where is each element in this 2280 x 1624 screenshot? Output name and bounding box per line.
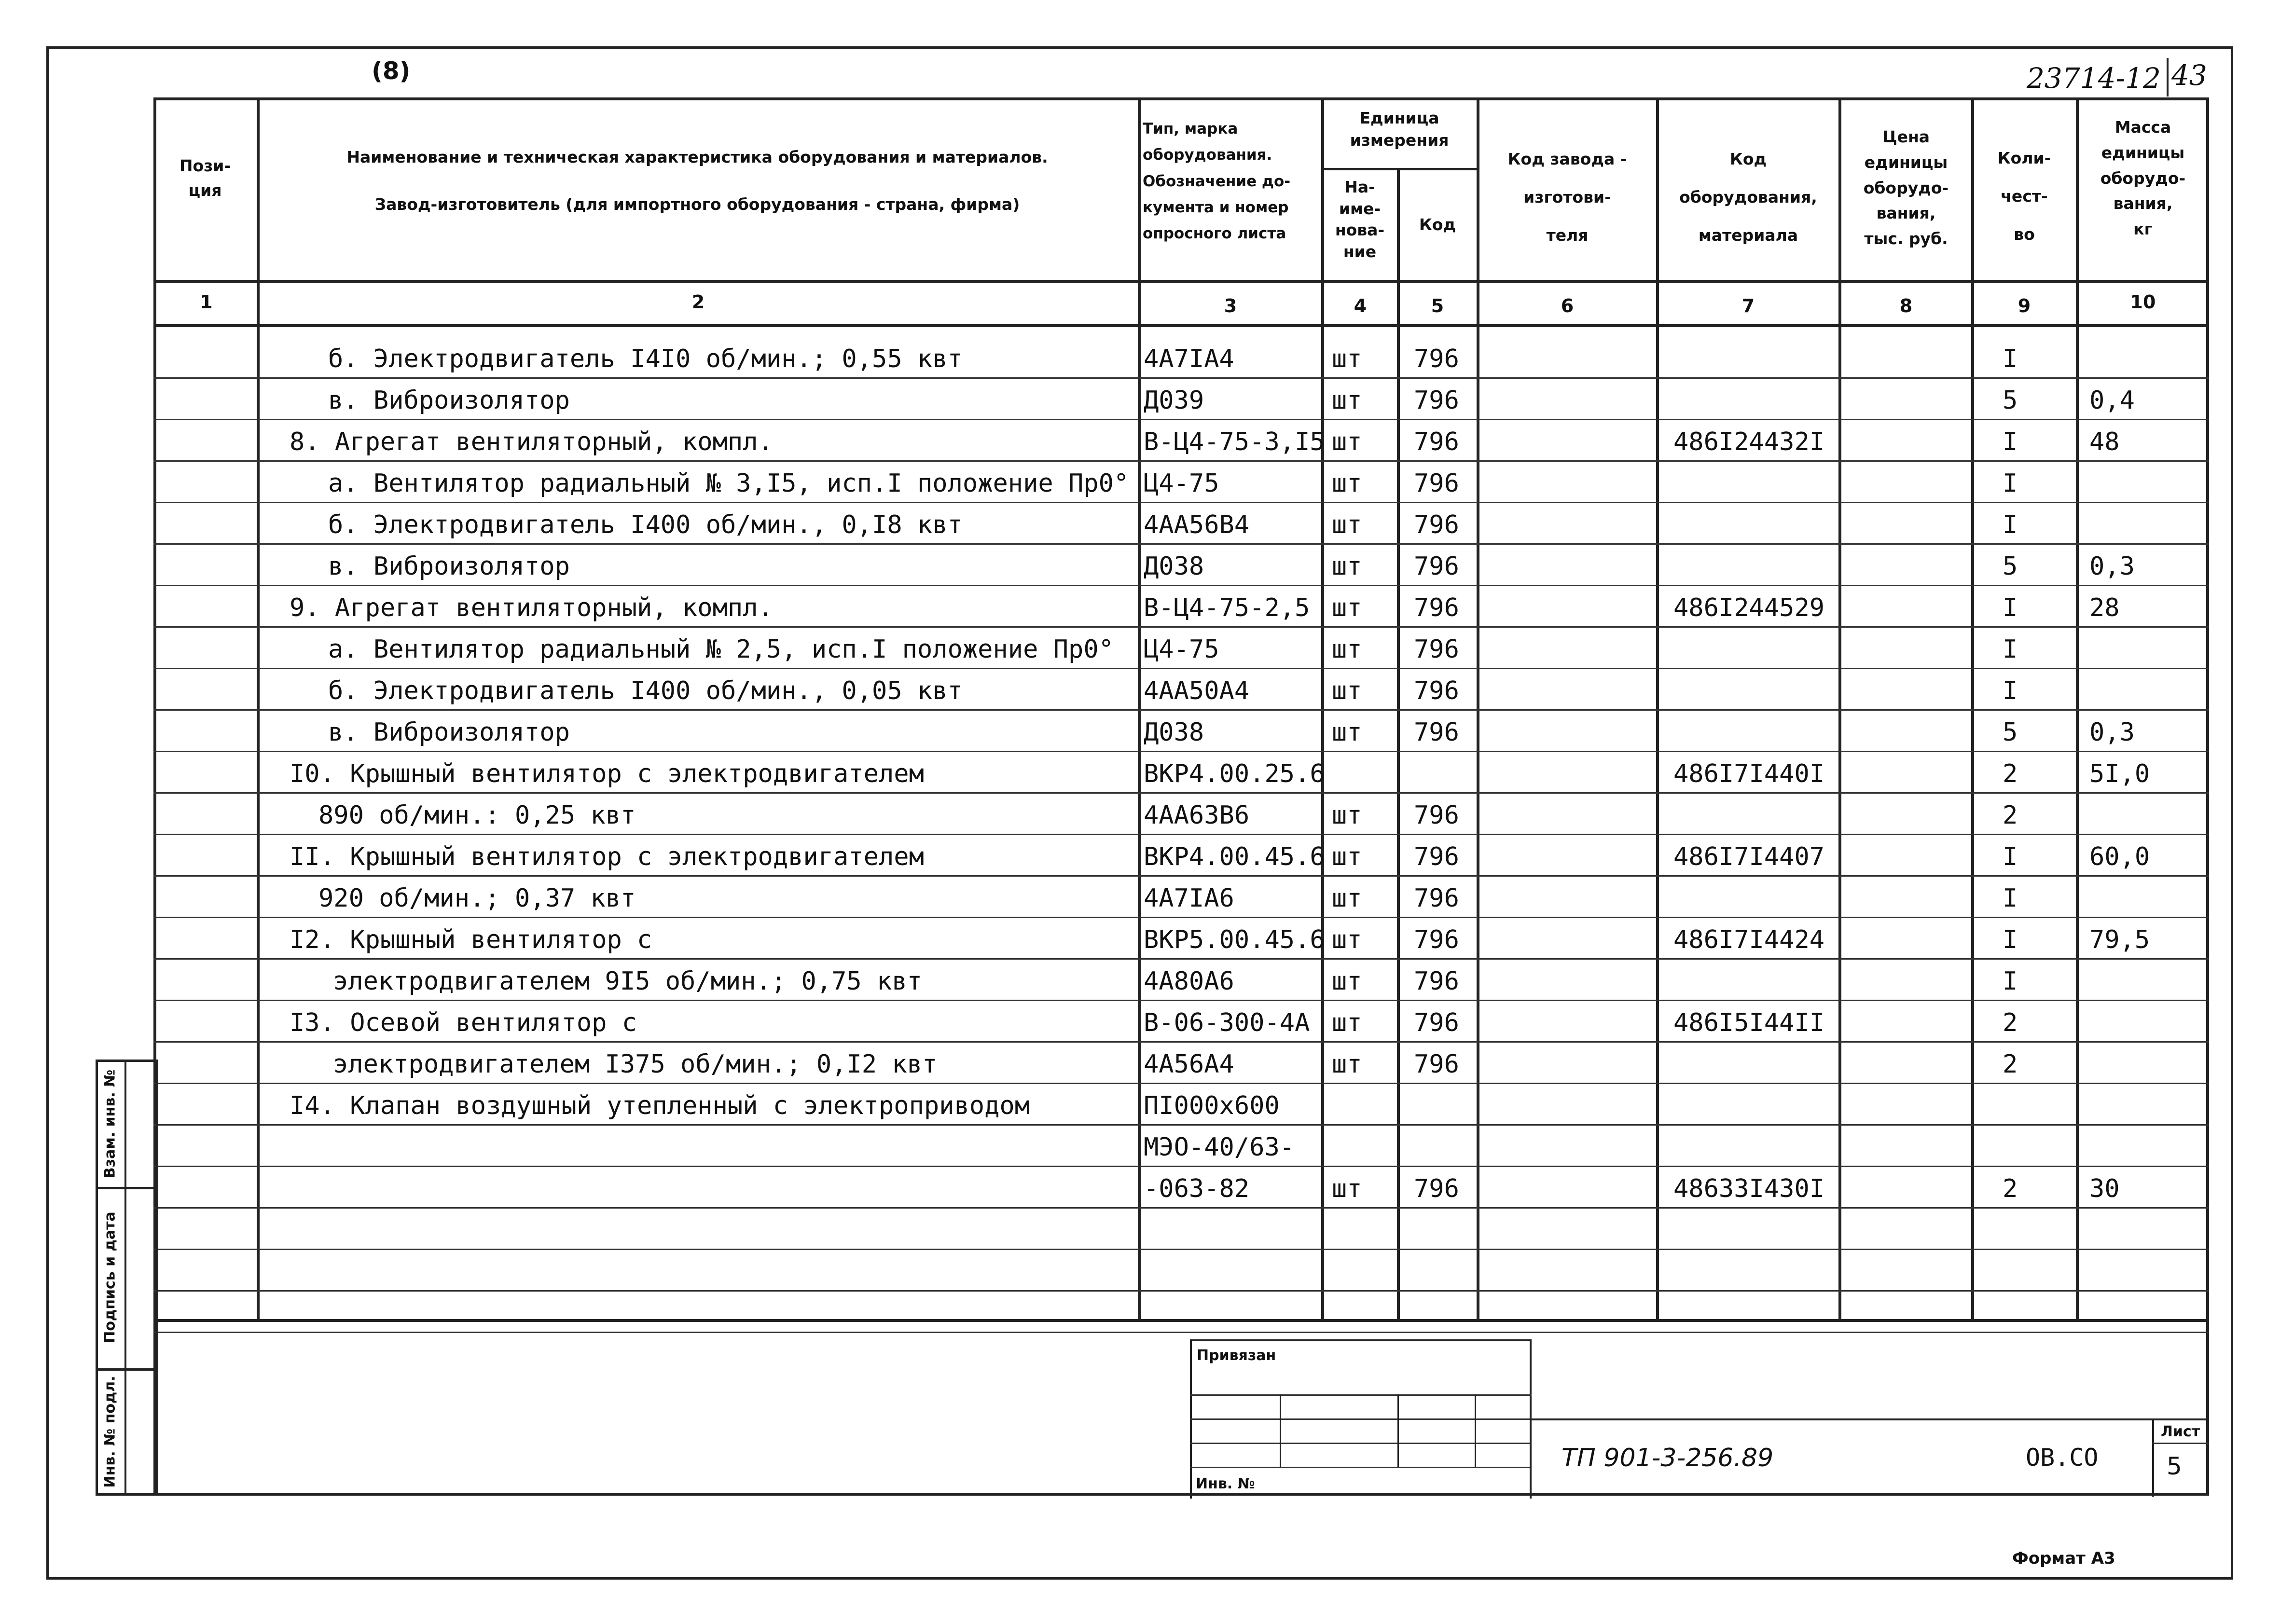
cell-type: ВКР5.00.45.6 — [1144, 925, 1325, 954]
cell-type: 4АА50А4 — [1144, 676, 1250, 705]
cell-mass: 48 — [2089, 427, 2120, 456]
inv-label: Инв. № — [1196, 1475, 1255, 1492]
cell-quantity: I — [2003, 676, 2018, 705]
cell-unit: шт — [1332, 842, 1362, 871]
cell-type: Д039 — [1144, 386, 1204, 415]
cell-unit-code: 796 — [1414, 842, 1459, 871]
cell-name: а. Вентилятор радиальный № 2,5, исп.I положение Пр0° — [328, 635, 1114, 664]
row-divider — [153, 709, 2209, 711]
cell-name: II. Крышный вентилятор с электродвигателем — [290, 842, 924, 871]
cell-quantity: 5 — [2003, 552, 2018, 581]
header-manufacturer: Завод-изготовитель (для импортного оборудования - страна, фирма) — [374, 195, 1020, 214]
cell-name: электродвигателем I375 об/мин.; 0,I2 квт — [333, 1050, 938, 1079]
cell-equipment-code: 486I7I4407 — [1673, 842, 1825, 871]
cell-unit-code: 796 — [1414, 967, 1459, 996]
page-top-divider — [2167, 58, 2169, 96]
cell-unit: шт — [1332, 427, 1362, 456]
row-divider — [153, 1000, 2209, 1001]
cell-unit-code: 796 — [1414, 1174, 1459, 1203]
sheet-code: ОВ.СО — [2026, 1444, 2099, 1472]
cell-unit: шт — [1332, 635, 1362, 664]
header-type: Тип, марка оборудования. Обозначение до- кумента и номер опросного листа — [1143, 120, 1291, 242]
cell-unit-code: 796 — [1414, 801, 1459, 830]
cell-type: ВКР4.00.25.6 — [1144, 759, 1325, 788]
cell-type: 4А7IА6 — [1144, 884, 1234, 913]
col-num-6: 6 — [1561, 295, 1574, 317]
cell-quantity: 5 — [2003, 718, 2018, 747]
header-quantity: Коли- чест- во — [1997, 149, 2051, 244]
cell-unit: шт — [1332, 1174, 1362, 1203]
doc-designation: ТП 901-3-256.89 — [1561, 1444, 1774, 1473]
cell-quantity: I — [2003, 967, 2018, 996]
sheet-label: Лист — [2161, 1423, 2200, 1440]
cell-quantity: 2 — [2003, 759, 2018, 788]
header-price: Цена единицы оборудо- вания, тыс. руб. — [1863, 127, 1949, 248]
row-divider — [153, 1290, 2209, 1292]
page-top: 43 — [2171, 59, 2207, 92]
col-num-8: 8 — [1899, 295, 1913, 317]
cell-quantity: 2 — [2003, 1174, 2018, 1203]
cell-type: ВКР4.00.45.6 — [1144, 842, 1325, 871]
col-num-5: 5 — [1431, 295, 1444, 317]
cell-unit-code: 796 — [1414, 344, 1459, 373]
header-unit-code: Код — [1419, 215, 1456, 234]
row-divider — [153, 585, 2209, 586]
cell-mass: 28 — [2089, 593, 2120, 622]
cell-unit: шт — [1332, 801, 1362, 830]
cell-quantity: I — [2003, 925, 2018, 954]
row-divider — [153, 1083, 2209, 1084]
cell-mass: 0,4 — [2089, 386, 2135, 415]
header-name: Наименование и техническая характеристика оборудования и материалов. — [346, 148, 1048, 166]
row-divider — [153, 543, 2209, 545]
cell-name: в. Виброизолятор — [328, 718, 570, 747]
cell-quantity: I — [2003, 510, 2018, 539]
row-divider — [153, 502, 2209, 503]
sheet-marker: (8) — [372, 57, 411, 85]
cell-unit-code: 796 — [1414, 427, 1459, 456]
cell-unit-code: 796 — [1414, 510, 1459, 539]
cell-name: б. Электродвигатель I400 об/мин., 0,05 квт — [328, 676, 963, 705]
cell-equipment-code: 486I7I440I — [1673, 759, 1825, 788]
cell-type: 4А7IА4 — [1144, 344, 1234, 373]
col-num-10: 10 — [2130, 291, 2156, 313]
cell-name: 920 об/мин.; 0,37 квт — [318, 884, 636, 913]
row-divider — [153, 751, 2209, 752]
cell-type: ПI000х600 — [1144, 1091, 1280, 1120]
cell-name: 8. Агрегат вентиляторный, компл. — [290, 427, 773, 456]
cell-name: 9. Агрегат вентиляторный, компл. — [290, 593, 773, 622]
cell-unit-code: 796 — [1414, 552, 1459, 581]
cell-quantity: I — [2003, 884, 2018, 913]
cell-unit-code: 796 — [1414, 925, 1459, 954]
cell-name: I2. Крышный вентилятор с — [290, 925, 652, 954]
cell-quantity: I — [2003, 344, 2018, 373]
cell-unit-code: 796 — [1414, 1008, 1459, 1037]
cell-unit: шт — [1332, 593, 1362, 622]
cell-mass: 79,5 — [2089, 925, 2150, 954]
col-num-1: 1 — [200, 291, 213, 313]
row-divider — [153, 377, 2209, 379]
cell-type: 4АА63В6 — [1144, 801, 1250, 830]
cell-quantity: I — [2003, 469, 2018, 498]
row-divider — [153, 834, 2209, 835]
col-num-2: 2 — [691, 291, 705, 313]
col-num-9: 9 — [2017, 295, 2031, 317]
cell-unit: шт — [1332, 676, 1362, 705]
cell-name: I4. Клапан воздушный утепленный с электроприводом — [290, 1091, 1030, 1120]
cell-type: Ц4-75 — [1144, 635, 1219, 664]
cell-type: МЭО-40/63- — [1144, 1133, 1295, 1162]
cell-name: в. Виброизолятор — [328, 386, 570, 415]
sheet-number: 5 — [2167, 1452, 2182, 1480]
row-divider — [153, 1249, 2209, 1250]
format-label: Формат А3 — [2012, 1549, 2115, 1568]
cell-quantity: I — [2003, 842, 2018, 871]
cell-name: I3. Осевой вентилятор с — [290, 1008, 637, 1037]
header-unit: Единица измерения — [1350, 109, 1449, 150]
cell-unit: шт — [1332, 1050, 1362, 1079]
cell-quantity: 2 — [2003, 801, 2018, 830]
cell-unit: шт — [1332, 718, 1362, 747]
cell-equipment-code: 486I7I4424 — [1673, 925, 1825, 954]
cell-mass: 60,0 — [2089, 842, 2150, 871]
cell-type: 4А56А4 — [1144, 1050, 1234, 1079]
cell-mass: 5I,0 — [2089, 759, 2150, 788]
cell-type: Д038 — [1144, 552, 1204, 581]
cell-equipment-code: 486I244529 — [1673, 593, 1825, 622]
cell-type: Д038 — [1144, 718, 1204, 747]
cell-quantity: 2 — [2003, 1050, 2018, 1079]
cell-name: б. Электродвигатель I4I0 об/мин.; 0,55 квт — [328, 344, 963, 373]
side-inv-podl: Инв. № подл. — [101, 1376, 119, 1488]
cell-type: В-Ц4-75-3,I5 — [1144, 427, 1325, 456]
header-position: Пози- ция — [179, 156, 231, 200]
cell-type: В-06-300-4А — [1144, 1008, 1310, 1037]
cell-unit: шт — [1332, 469, 1362, 498]
cell-unit-code: 796 — [1414, 676, 1459, 705]
side-podpis: Подпись и дата — [101, 1211, 119, 1343]
cell-unit: шт — [1332, 1008, 1362, 1037]
cell-quantity: I — [2003, 635, 2018, 664]
cell-quantity: 2 — [2003, 1008, 2018, 1037]
row-divider — [153, 1207, 2209, 1209]
cell-unit: шт — [1332, 344, 1362, 373]
cell-unit: шт — [1332, 552, 1362, 581]
header-divider — [153, 280, 2209, 283]
row-divider — [153, 1166, 2209, 1167]
row-divider — [153, 958, 2209, 960]
doc-code-top: 23714-12 — [2027, 62, 2161, 95]
cell-unit-code: 796 — [1414, 469, 1459, 498]
row-divider — [153, 1124, 2209, 1126]
cell-equipment-code: 48633I430I — [1673, 1174, 1825, 1203]
cell-name: в. Виброизолятор — [328, 552, 570, 581]
cell-name: б. Электродвигатель I400 об/мин., 0,I8 квт — [328, 510, 963, 539]
cell-type: В-Ц4-75-2,5 — [1144, 593, 1310, 622]
title-top — [1530, 1418, 2209, 1420]
cell-unit-code: 796 — [1414, 1050, 1459, 1079]
cell-unit: шт — [1332, 884, 1362, 913]
cell-unit-code: 796 — [1414, 718, 1459, 747]
side-vzam: Взам. инв. № — [101, 1069, 119, 1179]
cell-unit: шт — [1332, 510, 1362, 539]
row-divider — [153, 1332, 2209, 1333]
bound-label: Привязан — [1197, 1347, 1276, 1364]
title-divider — [1530, 1419, 1532, 1497]
cell-unit: шт — [1332, 386, 1362, 415]
col-num-4: 4 — [1354, 295, 1367, 317]
header-factory-code: Код завода - изготови- теля — [1507, 150, 1627, 245]
col-num-3: 3 — [1224, 295, 1237, 317]
row-divider — [153, 419, 2209, 420]
cell-type: 4А80А6 — [1144, 967, 1234, 996]
cell-mass: 30 — [2089, 1174, 2120, 1203]
row-divider — [153, 460, 2209, 462]
cell-unit-code: 796 — [1414, 386, 1459, 415]
cell-unit-code: 796 — [1414, 635, 1459, 664]
cell-quantity: 5 — [2003, 386, 2018, 415]
header-equipment-code: Код оборудования, материала — [1679, 150, 1817, 245]
cell-name: 890 об/мин.: 0,25 квт — [318, 801, 636, 830]
cell-quantity: I — [2003, 427, 2018, 456]
row-divider — [153, 875, 2209, 877]
cell-mass: 0,3 — [2089, 552, 2135, 581]
row-divider — [153, 668, 2209, 669]
cell-equipment-code: 486I24432I — [1673, 427, 1825, 456]
cell-name: I0. Крышный вентилятор с электродвигателем — [290, 759, 924, 788]
col-num-7: 7 — [1741, 295, 1755, 317]
cell-unit-code: 796 — [1414, 884, 1459, 913]
cell-unit-code: 796 — [1414, 593, 1459, 622]
cell-type: -063-82 — [1144, 1174, 1250, 1203]
cell-name: а. Вентилятор радиальный № 3,I5, исп.I положение Пр0° — [328, 469, 1129, 498]
row-divider — [153, 917, 2209, 918]
cell-type: Ц4-75 — [1144, 469, 1219, 498]
colnum-divider — [153, 324, 2209, 327]
cell-name: электродвигателем 9I5 об/мин.; 0,75 квт — [333, 967, 922, 996]
header-mass: Масса единицы оборудо- вания, кг — [2100, 118, 2186, 239]
header-unit-name: На- име- нова- ние — [1335, 178, 1385, 261]
row-divider — [153, 792, 2209, 794]
cell-unit: шт — [1332, 967, 1362, 996]
row-divider — [153, 626, 2209, 628]
cell-mass: 0,3 — [2089, 718, 2135, 747]
unit-subheader-divider — [1321, 168, 1477, 170]
body-bottom — [153, 1319, 2209, 1322]
cell-equipment-code: 486I5I44II — [1673, 1008, 1825, 1037]
cell-type: 4АА56В4 — [1144, 510, 1250, 539]
cell-quantity: I — [2003, 593, 2018, 622]
cell-unit: шт — [1332, 925, 1362, 954]
row-divider — [153, 1041, 2209, 1043]
